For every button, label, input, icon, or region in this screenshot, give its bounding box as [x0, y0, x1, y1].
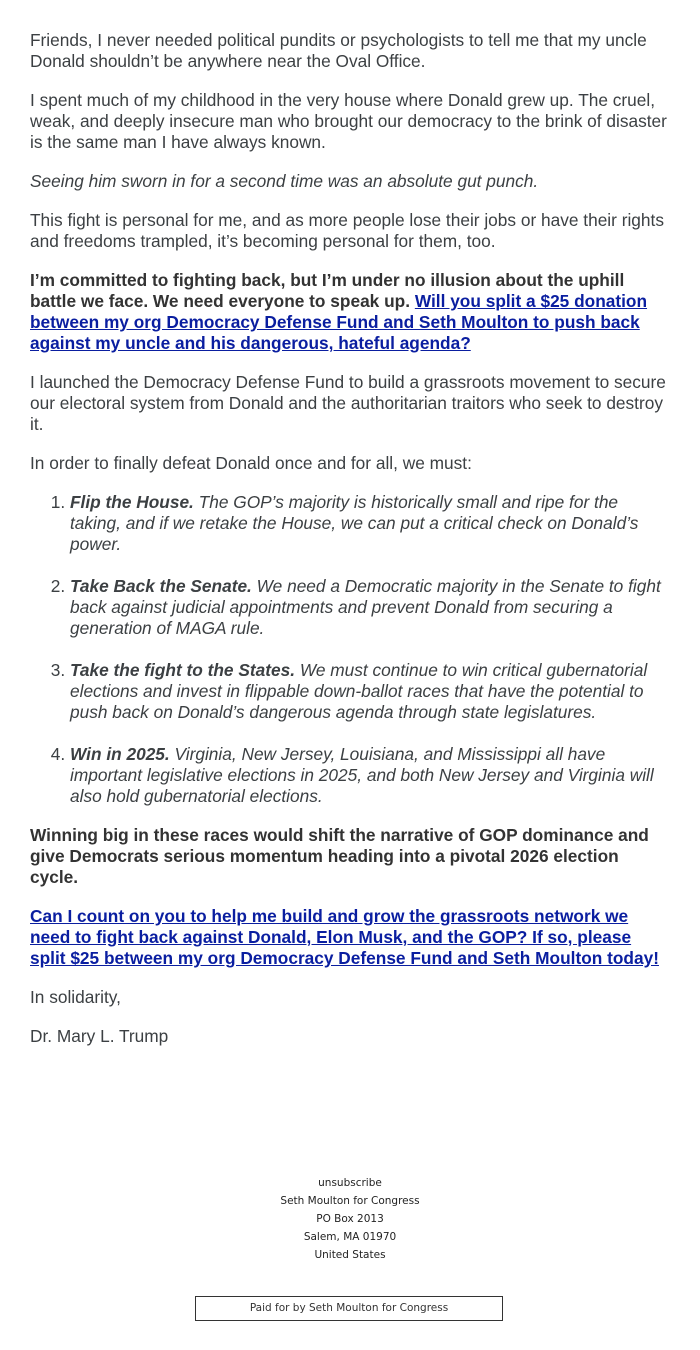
paragraph-childhood: I spent much of my childhood in the very house where Donald grew up. The cruel, weak, and deeply insecure man who brought our democracy to the brink of disaster is the same man I have always known. [30, 90, 667, 152]
paid-for-disclaimer: Paid for by Seth Moulton for Congress [195, 1296, 503, 1321]
committed-text: I’m committed to fighting back, but I’m under no illusion about the uphill battle we face. We need everyone to speak up. [30, 270, 625, 311]
goal-text: We need a Democratic majority in the Senate to fight back against judicial appointments and prevent Donald from securing a generation of MAGA rule. [70, 576, 661, 638]
goal-item-flip-house [70, 492, 670, 555]
closing-line: In solidarity, [30, 987, 121, 1007]
goals-list [30, 492, 670, 807]
footer-city: Salem, MA 01970 [303, 1231, 397, 1243]
donate-link-split-25[interactable]: Will you split a $25 donation between my org Democracy Defense Fund and Seth Moulton to push back against my uncle and his dangerous, hateful agenda? [30, 291, 648, 353]
goal-item-states [70, 660, 670, 723]
goal-text: Virginia, New Jersey, Louisiana, and Mississippi all have important legislative elections in 2025, and both New Jersey and Virginia will also hold gubernatorial elections. [70, 744, 654, 806]
paragraph-committed [30, 270, 670, 354]
paragraph-we-must: In order to finally defeat Donald once and for all, we must: [30, 453, 472, 473]
paragraph-intro: Friends, I never needed political pundits or psychologists to tell me that my uncle Donald shouldn’t be anywhere near the Oval Office. [30, 30, 647, 71]
paragraph-launched: I launched the Democracy Defense Fund to build a grassroots movement to secure our electoral system from Donald and the authoritarian traitors who seek to destroy it. [30, 372, 666, 434]
goal-text: We must continue to win critical gubernatorial elections and invest in flippable down-ballot races that have the potential to push back on Donald’s dangerous agenda through state legislatures. [70, 660, 648, 722]
donate-link-count-on-you[interactable]: Can I count on you to help me build and grow the grassroots network we need to fight back against Donald, Elon Musk, and the GOP? If so, please split $25 between my org Democracy Defense Fund and Seth Moulton today! [30, 906, 659, 968]
footer-org-name: Seth Moulton for Congress [280, 1195, 420, 1207]
paragraph-personal: This fight is personal for me, and as more people lose their jobs or have their rights and freedoms trampled, it’s becoming personal for them, too. [30, 210, 664, 251]
paragraph-count-on-you [30, 906, 670, 969]
footer-country: United States [314, 1249, 386, 1261]
goal-item-senate [70, 576, 670, 639]
goal-title: Take Back the Senate. [70, 576, 252, 596]
goal-text: The GOP’s majority is historically small and ripe for the taking, and if we retake the House, we can put a critical check on Donald’s power. [70, 492, 639, 554]
goal-title: Take the fight to the States. [70, 660, 296, 680]
signature: Dr. Mary L. Trump [30, 1026, 169, 1046]
email-body [30, 30, 670, 1065]
goal-title: Win in 2025. [70, 744, 170, 764]
paragraph-winning-big: Winning big in these races would shift the narrative of GOP dominance and give Democrats serious momentum heading into a pivotal 2026 election cycle. [30, 825, 649, 887]
email-footer [0, 1174, 700, 1264]
goal-item-2025 [70, 744, 670, 807]
paragraph-gut-punch: Seeing him sworn in for a second time was an absolute gut punch. [30, 171, 539, 191]
footer-po-box: PO Box 2013 [316, 1213, 384, 1225]
unsubscribe-link[interactable]: unsubscribe [318, 1177, 382, 1189]
goal-title: Flip the House. [70, 492, 194, 512]
